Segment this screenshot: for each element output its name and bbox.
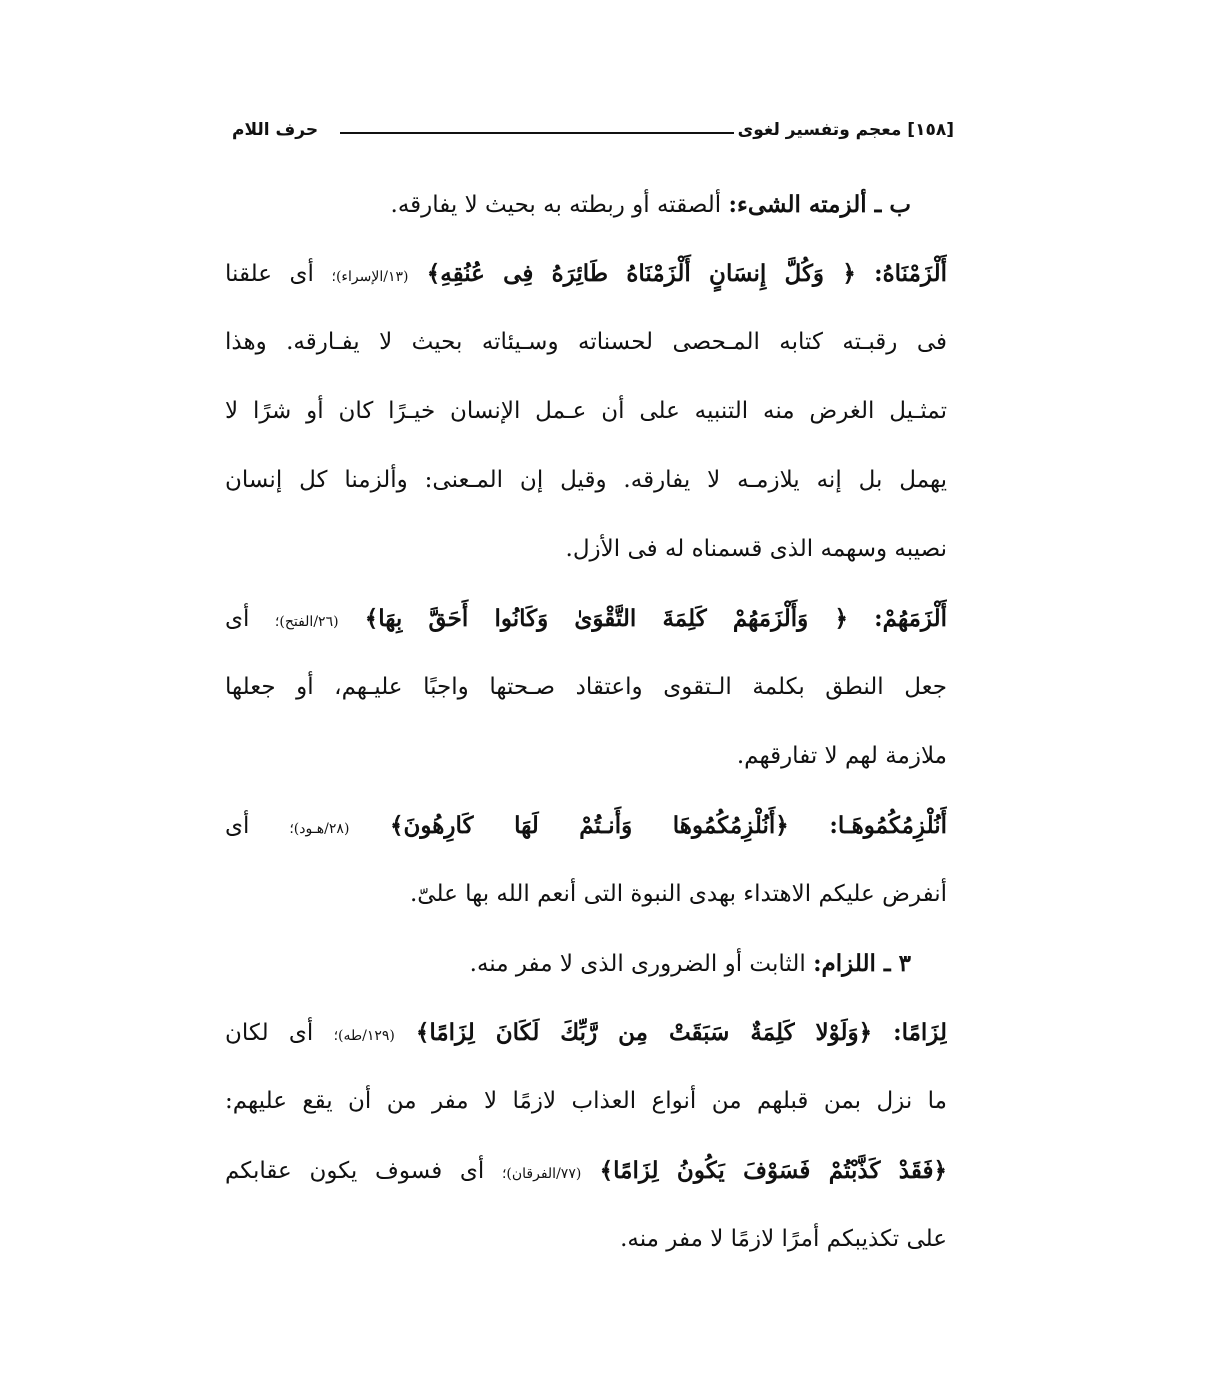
entry-heading: لِزَامًا: [893,1019,947,1046]
text-line [225,860,947,929]
text-line [225,653,947,722]
line-text: يهمل بل إنه يلازمـه لا يفارقه. وقيل إن المـعنى: وألزمنا كل إنسان [225,467,947,493]
page-number-and-book-title: [١٥٨] معجم وتفسير لغوى [737,120,954,140]
entry-heading: أَلْزَمَهُمْ: [874,605,947,632]
line-text: فى رقبـته كتابه المـحصى لحسناته وسـيئاته بحيث لا يفـارقه. وهذا [225,329,947,355]
line-text: أى [225,606,275,632]
line-text: ملازمة لهم لا تفارقهم. [736,743,947,769]
entry-heading: أَنُلْزِمُكُمُوهَـا: [829,812,947,839]
text-line [225,1136,947,1205]
text-line [225,1067,947,1136]
text-line [225,170,947,239]
verse-reference: (٧٧/الفرقان)؛ [501,1166,582,1182]
verse-reference: (١٢٩/طه)؛ [333,1028,395,1044]
header-rule [340,132,734,134]
text-line [225,584,947,653]
line-text: ألصقته أو ربطته به بحيث لا يفارقه. [390,192,729,218]
quran-quote: ﴿وَلَوْلا كَلِمَةٌ سَبَقَتْ مِن رَّبِّكَ لَكَانَ لِزَامًا﴾ [394,1019,894,1046]
quran-quote: ﴿أَنُلْزِمُكُمُوهَا وَأَنـتُمْ لَهَا كَارِهُونَ﴾ [349,812,830,839]
text-line [225,929,947,998]
line-text: نصيبه وسهمه الذى قسمناه له فى الأزل. [565,536,947,562]
quran-quote: ﴿ وَأَلْزَمَهُمْ كَلِمَةَ التَّقْوَىٰ وَكَانُوا أَحَقَّ بِهَا﴾ [338,605,875,632]
verse-reference: (١٣/الإسراء)؛ [331,269,409,285]
line-text: أى فسوف يكون عقابكم [225,1158,502,1184]
verse-reference: (٢٦/الفتح)؛ [274,614,339,630]
text-line [225,239,947,308]
chapter-title: حرف اللام [232,120,319,140]
text-line [225,998,947,1067]
line-text: أى لكان [225,1020,334,1046]
line-text: على تكذيبكم أمرًا لازمًا لا مفر منه. [620,1226,947,1252]
text-line [225,722,947,791]
quran-quote: ﴿فَقَدْ كَذَّبْتُمْ فَسَوْفَ يَكُونُ لِزَامًا﴾ [581,1157,947,1184]
text-line [225,446,947,515]
page-body [225,170,947,1274]
text-line [225,791,947,860]
text-line [225,515,947,584]
text-line [225,308,947,377]
text-line [225,1205,947,1274]
line-text: الثابت أو الضرورى الذى لا مفر منه. [469,951,814,977]
quran-quote: ﴿ وَكُلَّ إِنسَانٍ أَلْزَمْنَاهُ طَائِرَهُ فِى عُنُقِهِ﴾ [408,260,875,287]
line-text: أنفرض عليكم الاهتداء بهدى النبوة التى أنعم الله بها علىّ. [409,881,947,907]
text-line [225,377,947,446]
line-text: أى علقنا [225,261,332,287]
entry-heading: ٣ ـ اللزام: [813,950,911,977]
running-header [232,116,954,144]
line-text: أى [225,813,290,839]
line-text: تمثـيل الغرض منه التنبيه على أن عـمل الإنسان خيـرًا كان أو شرًا لا [225,398,947,424]
line-text: جعل النطق بكلمة الـتقوى واعتقاد صـحتها واجبًا عليـهم، أو جعلها [225,674,947,700]
entry-heading: أَلْزَمْنَاهُ: [874,260,947,287]
line-text: ما نزل بمن قبلهم من أنواع العذاب لازمًا لا مفر من أن يقع عليهم: [225,1088,947,1114]
entry-heading: ب ـ ألزمته الشىء: [728,191,911,218]
verse-reference: (٢٨/هـود)؛ [289,821,350,837]
